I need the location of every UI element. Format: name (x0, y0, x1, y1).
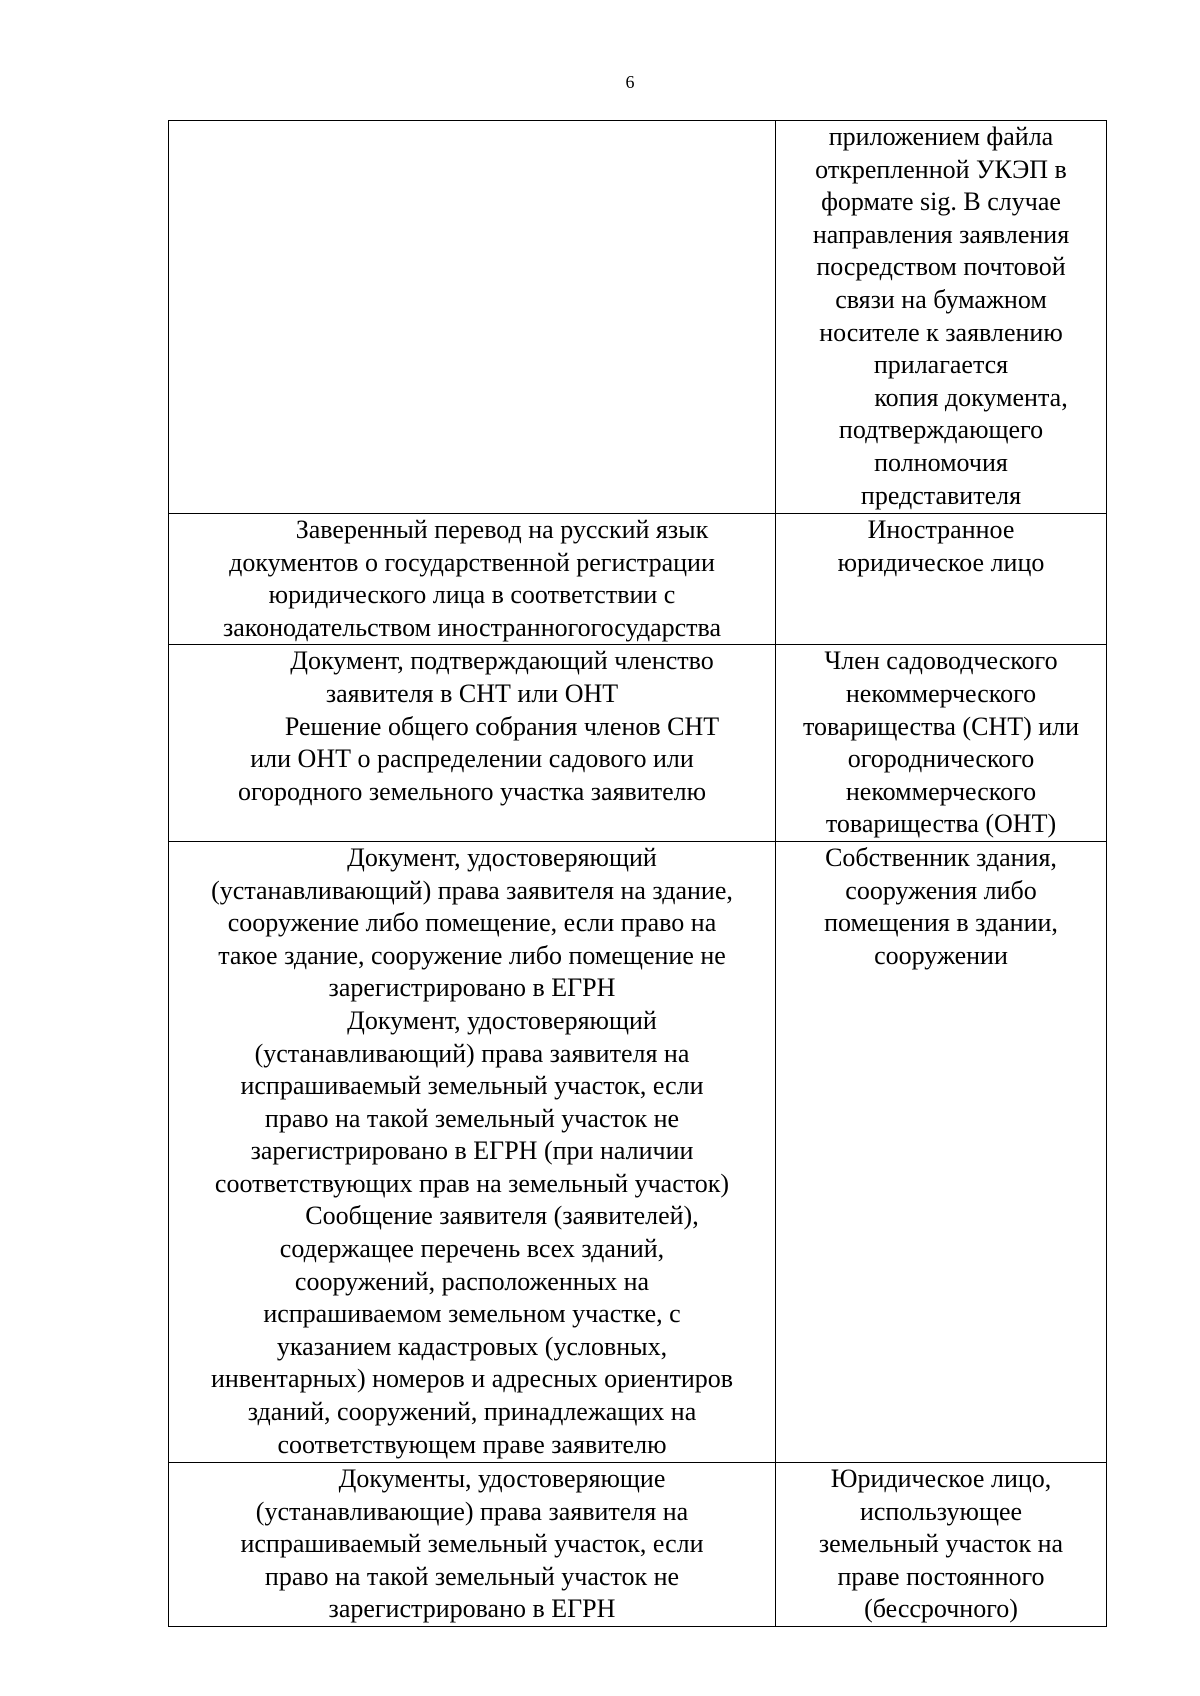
table-row (169, 841, 1107, 1462)
cell-text-line: сооружений, расположенных на (294, 1266, 650, 1296)
cell-text-line: заявителя в СНТ или ОНТ (325, 678, 619, 708)
cell-text-line: законодательством иностранногогосударства (222, 612, 722, 642)
cell-text-line: зарегистрировано в ЕГРН (328, 1594, 616, 1624)
cell-text-line: испрашиваемый земельный участок, если (240, 1529, 704, 1559)
table-cell-applicant (776, 121, 1107, 514)
cell-text-line: связи на бумажном (835, 284, 1047, 314)
cell-text-line: представителя (860, 480, 1022, 510)
cell-text-line: испрашиваемый земельный участок, если (240, 1071, 704, 1101)
table-row (169, 514, 1107, 645)
cell-text-line: земельный участок на (818, 1529, 1064, 1559)
cell-text-line: копия документа, (874, 382, 1068, 412)
cell-text-line: Документ, удостоверяющий (347, 1005, 657, 1035)
cell-text-line: (устанавливающие) права заявителя на (255, 1496, 689, 1526)
table-row (169, 645, 1107, 842)
cell-text-line: Решение общего собрания членов СНТ (284, 711, 720, 741)
table-cell-documents (169, 841, 776, 1462)
table-cell-applicant (776, 645, 1107, 842)
cell-text-line: сооружение либо помещение, если право на (227, 908, 717, 938)
cell-text-line: юридическое лицо (837, 547, 1045, 577)
cell-text-line: сооружении (874, 940, 1008, 970)
table-cell-applicant (776, 514, 1107, 645)
table-cell-documents (169, 514, 776, 645)
cell-text-line: посредством почтовой (816, 252, 1066, 282)
cell-text-line: Заверенный перевод на русский язык (295, 515, 709, 544)
cell-text-line: полномочия (874, 447, 1008, 477)
cell-text-line: некоммерческого (845, 678, 1037, 708)
cell-text-line: инвентарных) номеров и адресных ориентиров (210, 1364, 734, 1394)
cell-text-line: праве постоянного (837, 1561, 1045, 1591)
documents-table (168, 120, 1107, 1627)
table-cell-documents (169, 645, 776, 842)
cell-text-line: носителе к заявлению (819, 317, 1063, 347)
cell-text-line: подтверждающего (838, 415, 1044, 445)
cell-text-line: сооружения либо (845, 875, 1037, 905)
page-number: 6 (625, 72, 635, 92)
cell-text-line: право на такой земельный участок не (264, 1561, 680, 1591)
cell-text-line: соответствующем праве заявителю (277, 1429, 667, 1459)
cell-text-line: Документ, удостоверяющий (347, 842, 657, 872)
cell-text-line: прилагается (873, 350, 1009, 380)
cell-text-line: огородного земельного участка заявителю (237, 776, 707, 806)
cell-text-line: Собственник здания, (825, 842, 1057, 872)
cell-text-line: помещения в здании, (824, 908, 1058, 938)
cell-text-line: Юридическое лицо, (830, 1463, 1052, 1493)
cell-text-line: Член садоводческого (824, 646, 1058, 676)
cell-text-line: товарищества (ОНТ) (825, 809, 1057, 839)
cell-text-line: формате sig. В случае (821, 187, 1061, 217)
cell-text-line: зарегистрировано в ЕГРН (при наличии (250, 1136, 694, 1166)
cell-text-line: право на такой земельный участок не (264, 1103, 680, 1133)
cell-text-line: такое здание, сооружение либо помещение не (218, 940, 726, 970)
table-row (169, 1462, 1107, 1626)
table-cell-documents (169, 121, 776, 514)
cell-text-line: (устанавливающий) права заявителя на здание, (211, 875, 733, 905)
cell-text-line: приложением файла (828, 122, 1054, 151)
cell-text-line: товарищества (СНТ) или (802, 711, 1080, 741)
cell-text-line: испрашиваемом земельном участке, с (263, 1299, 681, 1329)
cell-text-line: (устанавливающий) права заявителя на (254, 1038, 690, 1068)
cell-text-line: Иностранное (867, 515, 1015, 544)
table-cell-documents (169, 1462, 776, 1626)
cell-text-line: Документы, удостоверяющие (338, 1463, 666, 1493)
cell-text-line: зданий, сооружений, принадлежащих на (247, 1397, 697, 1427)
cell-text-line: содержащее перечень всех зданий, (279, 1234, 665, 1264)
cell-text-line: юридического лица в соответствии с (268, 580, 676, 610)
cell-text-line: зарегистрировано в ЕГРН (328, 973, 616, 1003)
cell-text-line: (бессрочного) (864, 1594, 1018, 1624)
cell-text-line: Сообщение заявителя (заявителей), (305, 1201, 699, 1231)
cell-text-line: документов о государственной регистрации (229, 547, 715, 577)
table-cell-applicant (776, 841, 1107, 1462)
cell-text-line: указанием кадастровых (условных, (276, 1331, 668, 1361)
cell-text-line: или ОНТ о распределении садового или (250, 744, 694, 774)
table-row (169, 121, 1107, 514)
cell-text-line: направления заявления (812, 219, 1070, 249)
table-cell-applicant (776, 1462, 1107, 1626)
cell-text-line: использующее (859, 1496, 1023, 1526)
cell-text-line: соответствующих прав на земельный участок) (214, 1168, 730, 1198)
cell-text-line: Документ, подтверждающий членство (290, 646, 714, 676)
cell-text-line: огороднического (847, 744, 1035, 774)
cell-text-line: открепленной УКЭП в (815, 154, 1067, 184)
cell-text-line: некоммерческого (845, 776, 1037, 806)
